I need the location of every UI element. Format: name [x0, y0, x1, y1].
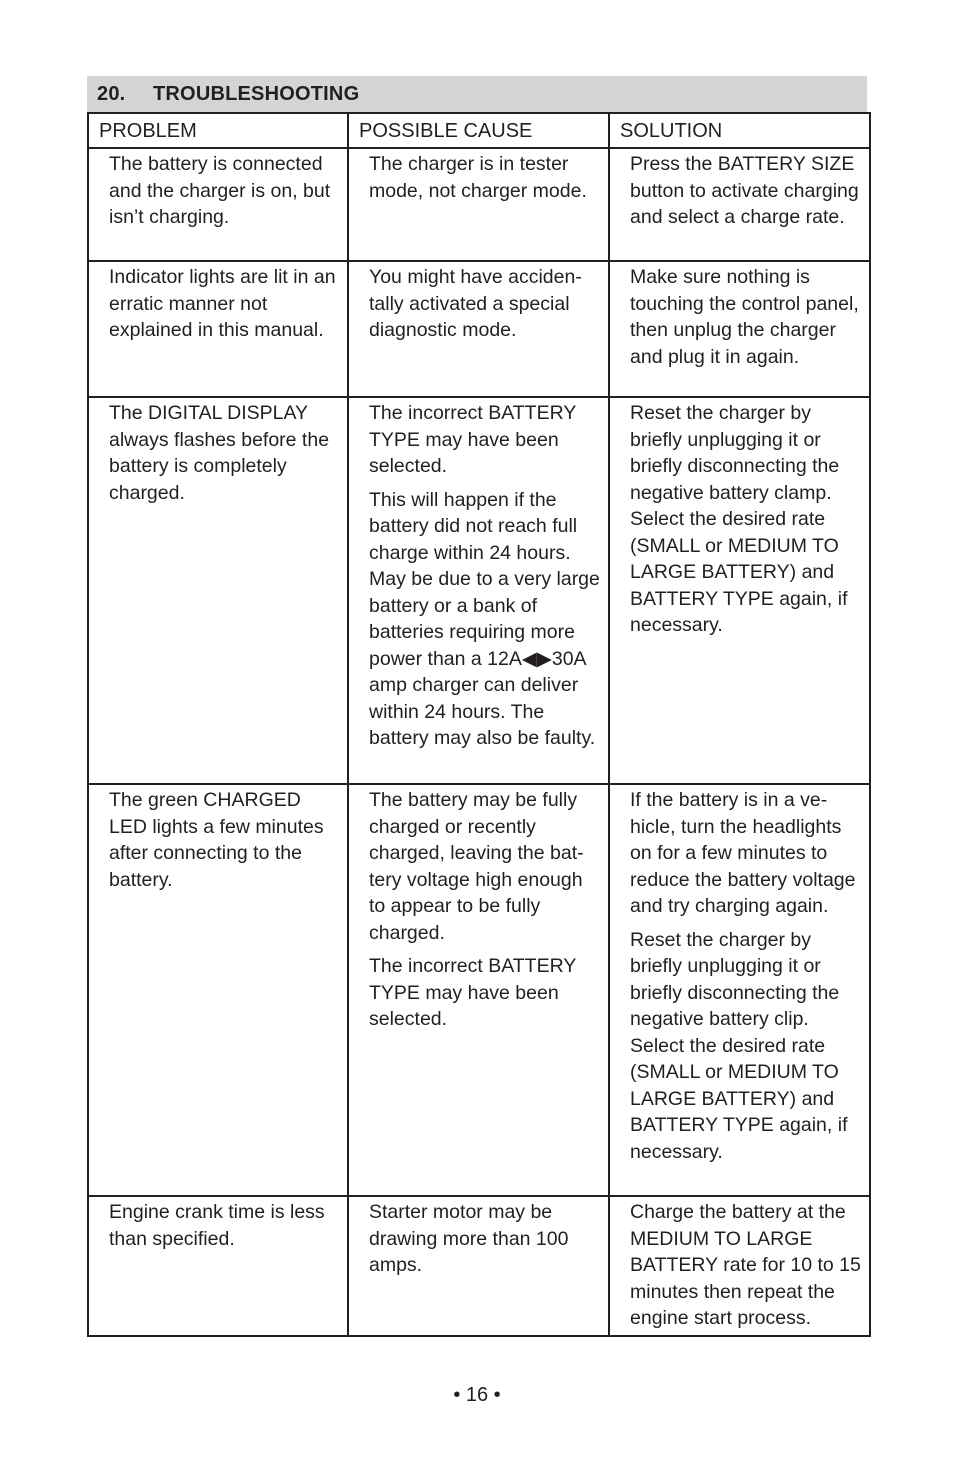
solution-cell — [609, 397, 870, 784]
solution-text: Reset the charger by briefly unplugging it or briefly disconnecting the negative battery clamp. Select the desired rate (SMALL or MEDIUM TO LARGE BATTERY) and BATTERY TYPE again, if necessary. — [630, 402, 848, 636]
solution-text: If the battery is in a ve-hicle, turn the headlights on for a few minutes to reduce the battery voltage and try charging again. — [630, 789, 856, 917]
cause-cell — [348, 148, 609, 261]
troubleshooting-table — [87, 112, 871, 1337]
solution-cell — [609, 261, 870, 397]
problem-text: Indicator lights are lit in an erratic manner not explained in this manual. — [109, 266, 336, 341]
problem-text: Engine crank time is less than specified. — [109, 1201, 325, 1250]
section-title: TROUBLESHOOTING — [153, 82, 360, 105]
solution-cell — [609, 148, 870, 261]
problem-cell — [88, 261, 348, 397]
solution-cell — [609, 1196, 870, 1336]
table-row — [88, 261, 870, 397]
cause-text: The charger is in tester mode, not charger mode. — [369, 153, 587, 202]
problem-cell — [88, 397, 348, 784]
header-solution: SOLUTION — [609, 113, 870, 148]
header-problem: PROBLEM — [88, 113, 348, 148]
cause-text: Starter motor may be drawing more than 100 amps. — [369, 1201, 569, 1276]
section-header — [87, 76, 867, 112]
table-row — [88, 148, 870, 261]
section-number: 20. — [97, 82, 126, 105]
table-row — [88, 397, 870, 784]
cause-text: The incorrect BATTERY TYPE may have been selected. — [369, 402, 576, 477]
table-row — [88, 1196, 870, 1336]
solution-text: Press the BATTERY SIZE button to activate charging and select a charge rate. — [630, 153, 859, 228]
cause-cell — [348, 261, 609, 397]
solution-text: Charge the battery at the MEDIUM TO LARGE BATTERY rate for 10 to 15 minutes then repeat the engine start process. — [630, 1201, 861, 1329]
problem-text: The DIGITAL DISPLAY always flashes before the battery is completely charged. — [109, 402, 330, 504]
problem-text: The battery is connected and the charger is on, but isn’t charging. — [109, 153, 331, 228]
cause-text: The battery may be fully charged or recently charged, leaving the bat-tery voltage high enough to appear to be fully charged. — [369, 789, 584, 944]
page-number: • 16 • — [453, 1384, 501, 1406]
cause-text: This will happen if the battery did not reach full charge within 24 hours. May be due to a very large battery or a bank of batteries requiring more power than a 12A◀▶30A amp charger can deliver within 24 hours. The battery may also be faulty. — [369, 488, 600, 749]
problem-text: The green CHARGED LED lights a few minutes after connecting to the battery. — [109, 789, 324, 891]
table-row — [88, 784, 870, 1196]
cause-cell — [348, 784, 609, 1196]
solution-text: Reset the charger by briefly unplugging it or briefly disconnecting the negative battery clip. Select the desired rate (SMALL or MEDIUM TO LARGE BATTERY) and BATTERY TYPE again, if necessary. — [630, 928, 848, 1163]
problem-cell — [88, 784, 348, 1196]
cause-cell — [348, 1196, 609, 1336]
problem-cell — [88, 1196, 348, 1336]
problem-cell — [88, 148, 348, 261]
solution-cell — [609, 784, 870, 1196]
cause-cell — [348, 397, 609, 784]
cause-text: The incorrect BATTERY TYPE may have been selected. — [369, 955, 576, 1030]
header-possible-cause: POSSIBLE CAUSE — [348, 113, 609, 148]
solution-text: Make sure nothing is touching the control panel, then unplug the charger and plug it in again. — [630, 266, 859, 368]
cause-text: You might have acciden-tally activated a special diagnostic mode. — [369, 266, 582, 341]
table-header-row — [88, 113, 870, 148]
